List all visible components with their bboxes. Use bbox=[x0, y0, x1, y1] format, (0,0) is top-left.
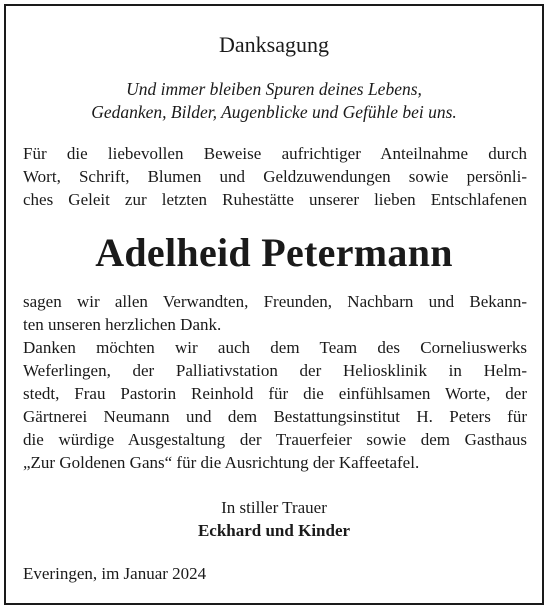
closing-block bbox=[6, 496, 542, 542]
body-line: stedt, Frau Pastorin Reinhold für die einfühlsamen Worte, der bbox=[23, 384, 527, 403]
body-line: Weferlingen, der Palliativstation der Heliosklinik in Helm- bbox=[23, 361, 527, 380]
place-date: Everingen, im Januar 2024 bbox=[23, 564, 207, 583]
thanks-paragraph bbox=[23, 290, 527, 474]
intro-line: Wort, Schrift, Blumen und Geldzuwendungen sowie persönli- bbox=[23, 167, 527, 186]
body-line: „Zur Goldenen Gans“ für die Ausrichtung der Kaffeetafel. bbox=[23, 453, 420, 472]
body-line: die würdige Ausgestaltung der Trauerfeier sowie dem Gasthaus bbox=[23, 430, 527, 449]
body-line: Gärtnerei Neumann und dem Bestattungsinstitut H. Peters für bbox=[23, 407, 527, 426]
intro-line: ches Geleit zur letzten Ruhestätte unserer lieben Entschlafenen bbox=[23, 190, 527, 209]
motto-line: Und immer bleiben Spuren deines Lebens, bbox=[126, 79, 422, 99]
motto-line: Gedanken, Bilder, Augenblicke und Gefühle bei uns. bbox=[91, 102, 457, 122]
signers: Eckhard und Kinder bbox=[197, 521, 351, 540]
closing-phrase: In stiller Trauer bbox=[221, 498, 327, 517]
intro-line: Für die liebevollen Beweise aufrichtiger Anteilnahme durch bbox=[23, 144, 527, 163]
deceased-name: Adelheid Petermann bbox=[95, 230, 453, 275]
notice-heading: Danksagung bbox=[219, 32, 329, 57]
motto-verse bbox=[6, 78, 542, 124]
body-line: Danken möchten wir auch dem Team des Corneliuswerks bbox=[23, 338, 527, 357]
obituary-notice bbox=[4, 4, 544, 605]
body-line: sagen wir allen Verwandten, Freunden, Nachbarn und Bekann- bbox=[23, 292, 527, 311]
intro-paragraph bbox=[23, 142, 527, 211]
body-line: ten unseren herzlichen Dank. bbox=[23, 315, 222, 334]
